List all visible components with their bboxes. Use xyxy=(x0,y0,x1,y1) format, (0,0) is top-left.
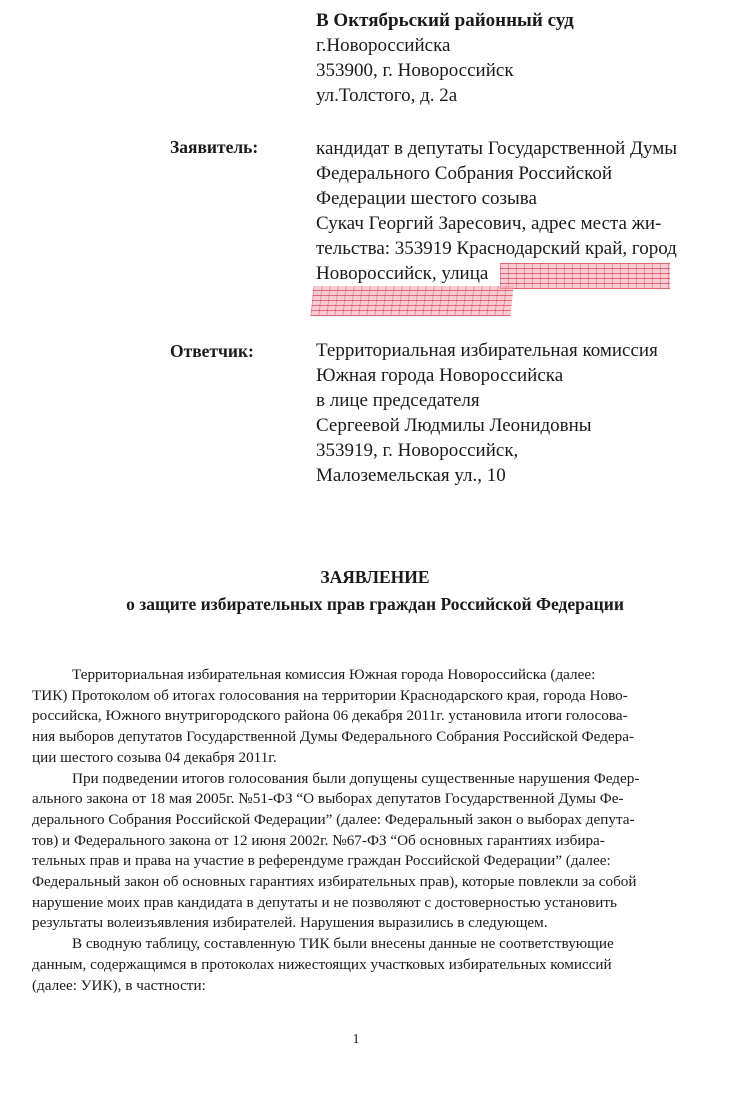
body-line: ния выборов депутатов Государственной Думы Федерального Собрания Российской Федера- xyxy=(32,728,635,746)
court-postal: 353900, г. Новороссийск xyxy=(316,60,514,81)
respondent-line: в лице председателя xyxy=(316,390,480,411)
body-line: результаты волеизъявления избирателей. Нарушения выразились в следующем. xyxy=(32,914,548,932)
respondent-line: Южная города Новороссийска xyxy=(316,365,564,386)
court-address xyxy=(316,8,574,108)
redaction-mark xyxy=(500,263,670,289)
body-line: ТИК) Протоколом об итогах голосования на территории Краснодарского края, города Ново- xyxy=(32,686,628,704)
body-line: При подведении итогов голосования были допущены существенные нарушения Федер- xyxy=(72,769,640,787)
document-subtitle: о защите избирательных прав граждан Российской Федерации xyxy=(126,594,624,614)
respondent-block xyxy=(316,338,658,488)
applicant-line: Новороссийск, улица xyxy=(316,263,489,284)
respondent-line: Сергеевой Людмилы Леонидовны xyxy=(316,415,592,436)
applicant-label: Заявитель: xyxy=(170,137,259,157)
applicant-line: тельства: 353919 Краснодарский край, город xyxy=(316,238,677,259)
body-line: (далее: УИК), в частности: xyxy=(32,976,206,994)
applicant-line: Федерации шестого созыва xyxy=(316,188,537,209)
body-line: дерального Собрания Российской Федерации” (далее: Федеральный закон о выборах депута- xyxy=(32,810,635,828)
court-city: г.Новороссийска xyxy=(316,35,451,56)
document-title: ЗАЯВЛЕНИЕ xyxy=(320,567,430,587)
page-number: 1 xyxy=(352,1032,360,1047)
document-body xyxy=(32,665,718,996)
body-line: Федеральный закон об основных гарантиях избирательных прав), которые повлекли за собой xyxy=(32,873,637,891)
respondent-line: Малоземельская ул., 10 xyxy=(316,465,506,486)
respondent-label: Ответчик: xyxy=(170,341,254,361)
body-line: Территориальная избирательная комиссия Южная города Новороссийска (далее: xyxy=(72,666,596,683)
court-name: В Октябрьский районный суд xyxy=(316,10,574,31)
body-line: ции шестого созыва 04 декабря 2011г. xyxy=(32,748,277,766)
applicant-line: Федерального Собрания Российской xyxy=(316,163,613,184)
body-line: ального закона от 18 мая 2005г. №51-ФЗ “О выборах депутатов Государственной Думы Фе- xyxy=(32,790,624,808)
applicant-line: Сукач Георгий Заресович, адрес места жи- xyxy=(316,213,662,234)
body-line: данным, содержащимся в протоколах нижестоящих участковых избирательных комиссий xyxy=(32,955,612,973)
body-line: нарушение моих прав кандидата в депутаты и не позволяют с достоверностью установить xyxy=(32,893,617,911)
court-street: ул.Толстого, д. 2а xyxy=(316,85,458,106)
body-line: В сводную таблицу, составленную ТИК были внесены данные не соответствующие xyxy=(72,935,614,953)
applicant-line: кандидат в депутаты Государственной Думы xyxy=(316,138,677,159)
body-line: российска, Южного внутригородского района 06 декабря 2011г. установила итоги голосова- xyxy=(32,707,628,725)
body-line: тов) и Федерального закона от 12 июня 2002г. №67-ФЗ “Об основных гарантиях избира- xyxy=(32,831,605,849)
redaction-mark xyxy=(310,286,513,316)
respondent-line: 353919, г. Новороссийск, xyxy=(316,440,519,461)
body-line: тельных прав и права на участие в референдуме граждан Российской Федерации” (далее: xyxy=(32,852,611,870)
respondent-line: Территориальная избирательная комиссия xyxy=(316,340,658,361)
